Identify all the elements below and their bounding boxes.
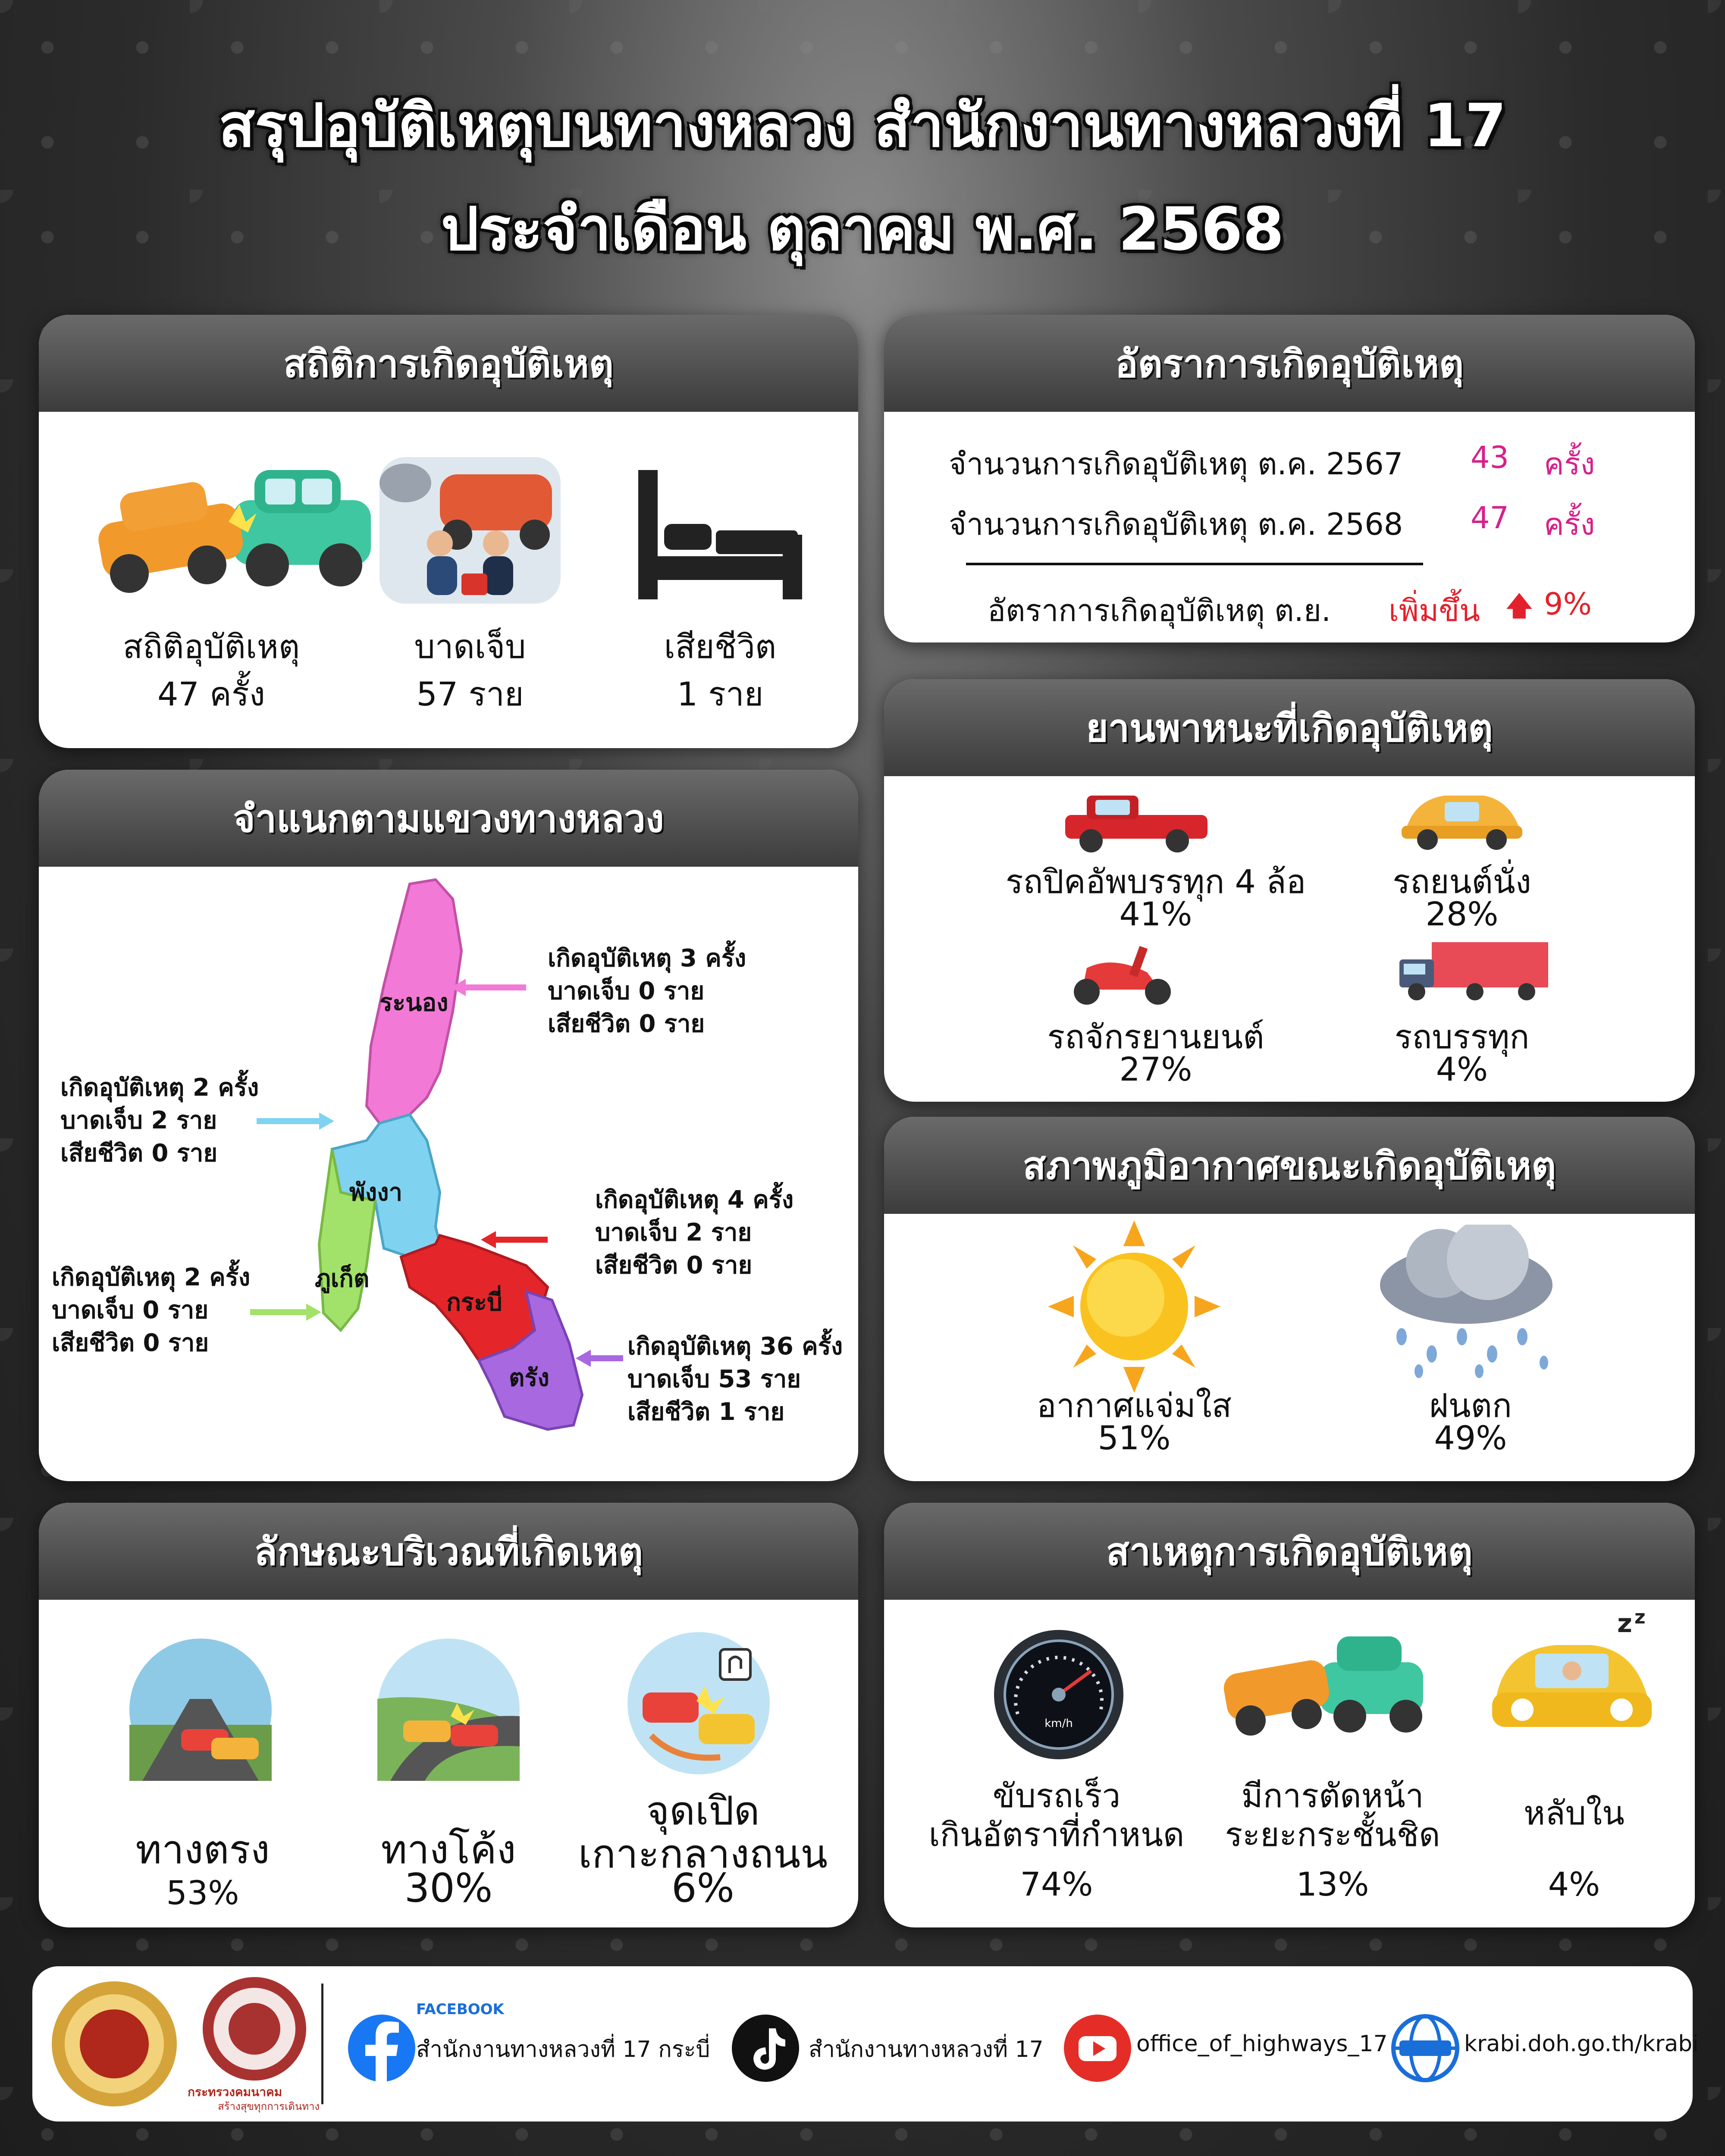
car-crash-icon [91, 457, 375, 604]
pickup-truck-icon [1061, 789, 1212, 854]
accidents-value: 47 ครั้ง [157, 675, 265, 713]
globe-web-icon[interactable] [1391, 2014, 1460, 2083]
pickup-value: 41% [1119, 895, 1192, 933]
map-label-trang: ตรัง [509, 1364, 549, 1392]
page-title: สรุปอุบัติเหตุบนทางหลวง สำนักงานทางหลวงที่ 17 [218, 91, 1507, 160]
footer-divider [321, 1984, 323, 2104]
truck-label: รถบรรทุก [1394, 1018, 1530, 1056]
map-label-krabi: กระบี่ [446, 1288, 502, 1316]
district-card [39, 770, 858, 1481]
moto-value: 27% [1119, 1050, 1192, 1088]
sleep-label: หลับใน [1524, 1794, 1625, 1832]
rate-header: อัตราการเกิดอุบัติเหตุ [884, 315, 1695, 412]
causes-header: สาเหตุการเกิดอุบัติเหตุ [884, 1503, 1695, 1600]
location-card [39, 1503, 858, 1927]
ministry-slogan-2: สร้างสุขทุกการเดินทาง [218, 2100, 320, 2112]
up-arrow-icon: 🡅 [1505, 590, 1534, 622]
causes-card [884, 1503, 1695, 1927]
rate-row1-unit: ครั้ง [1544, 446, 1595, 482]
trang-stats: เกิดอุบัติเหตุ 36 ครั้ง บาดเจ็บ 53 ราย เสียชีวิต 1 ราย [627, 1332, 843, 1426]
rate-row1-value: 43 [1471, 440, 1509, 475]
uturn-label-2: เกาะกลางถนน [578, 1831, 828, 1877]
motorcycle-icon [1061, 938, 1182, 1007]
page-subtitle: ประจำเดือน ตุลาคม พ.ศ. 2568 [441, 194, 1284, 264]
speedo-unit: km/h [1044, 1717, 1073, 1730]
speedometer-icon [992, 1628, 1126, 1761]
facebook-caption: FACEBOOK [416, 2001, 504, 2018]
ranong-stats: เกิดอุบัติเหตุ 3 ครั้ง บาดเจ็บ 0 ราย เสียชีวิต 0 ราย [548, 944, 746, 1038]
tiktok-link[interactable]: สำนักงานทางหลวงที่ 17 [809, 2037, 1044, 2062]
truck-value: 4% [1436, 1050, 1488, 1088]
facebook-link[interactable]: สำนักงานทางหลวงที่ 17 กระบี่ [416, 2037, 710, 2062]
phuket-stats: เกิดอุบัติเหตุ 2 ครั้ง บาดเจ็บ 0 ราย เสียชีวิต 0 ราย [52, 1263, 251, 1357]
location-header: ลักษณะบริเวณที่เกิดเหตุ [39, 1503, 858, 1600]
straight-value: 53% [166, 1874, 239, 1912]
rate-row2-value: 47 [1471, 500, 1509, 536]
bed-icon [638, 470, 802, 599]
svg-text:z: z [1634, 1611, 1646, 1628]
cut-label-1: มีการตัดหน้า [1241, 1777, 1424, 1815]
youtube-link[interactable]: office_of_highways_17 [1136, 2031, 1388, 2057]
curve-value: 30% [404, 1865, 493, 1911]
map-label-phuket: ภูเก็ต [315, 1265, 370, 1293]
clear-label: อากาศแจ่มใส [1036, 1386, 1232, 1425]
ministry-slogan-1: กระทรวงคมนาคม [188, 2085, 282, 2099]
rate-row3-label: อัตราการเกิดอุบัติเหตุ ต.ย. [988, 593, 1331, 628]
injured-value: 57 ราย [416, 675, 524, 713]
weather-card [884, 1117, 1695, 1481]
car-crash-icon-2 [1220, 1628, 1427, 1744]
department-seal-logo [50, 1979, 179, 2109]
injured-people-icon [380, 457, 561, 604]
sleep-value: 4% [1548, 1865, 1600, 1903]
facebook-icon[interactable] [347, 2014, 416, 2083]
straight-road-icon [129, 1639, 272, 1781]
speed-label-1: ขับรถเร็ว [992, 1777, 1121, 1815]
stats-header: สถิติการเกิดอุบัติเหตุ [39, 315, 858, 412]
rate-row2-unit: ครั้ง [1544, 507, 1595, 542]
sedan-car-icon [1397, 787, 1527, 852]
rate-row2-label: จำนวนการเกิดอุบัติเหตุ ต.ค. 2568 [949, 507, 1403, 542]
krabi-stats: เกิดอุบัติเหตุ 4 ครั้ง บาดเจ็บ 2 ราย เสียชีวิต 0 ราย [595, 1186, 794, 1279]
curve-label: ทางโค้ง [381, 1827, 516, 1873]
uturn-label-1: จุดเปิด [646, 1788, 760, 1834]
rate-row3-change: เพิ่มขึ้น [1389, 593, 1480, 628]
u-turn-icon [625, 1632, 772, 1774]
rate-card [884, 315, 1695, 642]
map-label-phangnga: พังงา [349, 1178, 403, 1206]
vehicles-card [884, 679, 1695, 1102]
stats-card [39, 315, 858, 748]
rate-divider [966, 563, 1423, 565]
speed-value: 74% [1020, 1865, 1093, 1903]
accidents-label: สถิติอุบัติเหตุ [122, 627, 300, 666]
dead-value: 1 ราย [677, 675, 764, 713]
clear-value: 51% [1098, 1419, 1171, 1457]
footer [32, 1966, 1699, 2122]
sun-icon [1048, 1220, 1220, 1393]
injured-label: บาดเจ็บ [414, 627, 526, 666]
car-value: 28% [1425, 895, 1499, 933]
dead-label: เสียชีวิต [664, 627, 777, 666]
phangnga-stats: เกิดอุบัติเหตุ 2 ครั้ง บาดเจ็บ 2 ราย เสียชีวิต 0 ราย [60, 1074, 259, 1167]
svg-text:z: z [1617, 1611, 1632, 1639]
rate-row1-label: จำนวนการเกิดอุบัติเหตุ ต.ค. 2567 [949, 446, 1403, 482]
uturn-value: 6% [671, 1865, 734, 1911]
rain-label: ฝนตก [1429, 1386, 1512, 1425]
rain-value: 49% [1434, 1419, 1507, 1457]
pickup-label: รถปิคอัพบรรทุก 4 ล้อ [1005, 862, 1306, 901]
map-label-ranong: ระนอง [380, 989, 448, 1017]
district-header: จำแนกตามแขวงทางหลวง [39, 770, 858, 867]
truck-icon [1397, 940, 1552, 1005]
curve-road-icon [377, 1639, 520, 1781]
rate-row3-value: 9% [1544, 586, 1592, 622]
cut-label-2: ระยะกระชั้นชิด [1225, 1815, 1440, 1854]
youtube-icon[interactable] [1063, 2014, 1132, 2083]
weather-header: สภาพภูมิอากาศขณะเกิดอุบัติเหตุ [884, 1117, 1695, 1214]
vehicles-header: ยานพาหนะที่เกิดอุบัติเหตุ [884, 679, 1695, 776]
straight-label: ทางตรง [135, 1827, 270, 1873]
ministry-seal-logo [201, 1975, 308, 2083]
rain-cloud-icon [1371, 1225, 1570, 1380]
car-label: รถยนต์นั่ง [1393, 862, 1531, 901]
tiktok-icon[interactable] [731, 2014, 800, 2083]
speed-label-2: เกินอัตราที่กำหนด [928, 1815, 1185, 1854]
cut-value: 13% [1296, 1865, 1369, 1903]
moto-label: รถจักรยานยนต์ [1047, 1018, 1264, 1056]
sleeping-driver-icon [1488, 1611, 1660, 1749]
website-link[interactable]: krabi.doh.go.th/krabi [1464, 2031, 1699, 2057]
